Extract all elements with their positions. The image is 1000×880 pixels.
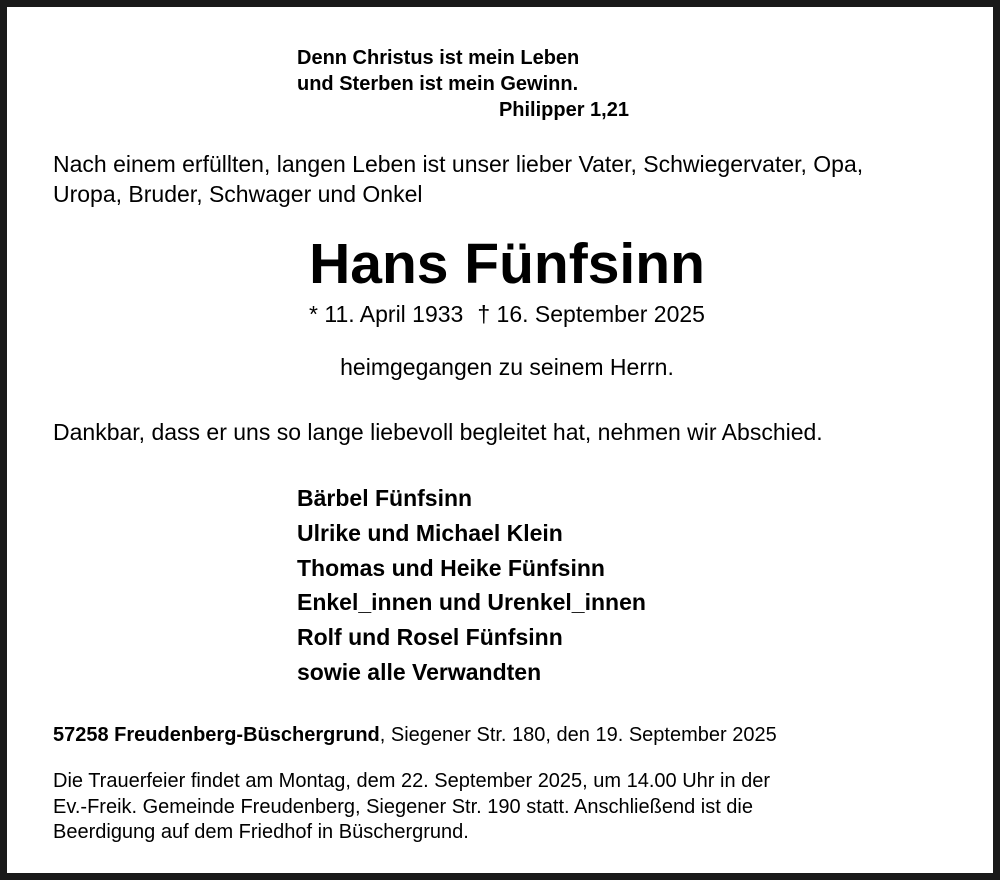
service-line-1: Die Trauerfeier findet am Montag, dem 22. September 2025, um 14.00 Uhr in der xyxy=(53,770,771,792)
homegoing-text: heimgegangen zu seinem Herrn. xyxy=(340,354,674,380)
address-line xyxy=(53,721,777,749)
bible-verse xyxy=(297,45,629,123)
service-info xyxy=(53,769,770,846)
mourner-item: sowie alle Verwandten xyxy=(297,658,542,685)
farewell-text: Dankbar, dass er uns so lange liebevoll begleitet hat, nehmen wir Abschied. xyxy=(53,419,823,445)
mourner-item: Enkel_innen und Urenkel_innen xyxy=(297,589,646,616)
service-line-2: Ev.-Freik. Gemeinde Freudenberg, Siegener Str. 190 statt. Anschließend ist die xyxy=(53,795,753,818)
mourner-item: Thomas und Heike Fünfsinn xyxy=(297,554,605,581)
mourner-item: Ulrike und Michael Klein xyxy=(297,519,563,546)
intro-line-2: Uropa, Bruder, Schwager und Onkel xyxy=(53,181,423,207)
birth-date: * 11. April 1933 xyxy=(309,301,464,327)
death-date: † 16. September 2025 xyxy=(477,301,705,327)
verse-line-1: Denn Christus ist mein Leben xyxy=(297,47,580,69)
mourner-item: Rolf und Rosel Fünfsinn xyxy=(297,624,563,651)
intro-line-1: Nach einem erfüllten, langen Leben ist unser lieber Vater, Schwiegervater, Opa, xyxy=(53,151,864,177)
service-line-3: Beerdigung auf dem Friedhof in Büschergrund. xyxy=(53,821,469,843)
intro-text xyxy=(53,149,863,209)
address-details: , Siegener Str. 180, den 19. September 2025 xyxy=(379,724,777,746)
verse-reference: Philipper 1,21 xyxy=(498,99,629,121)
mourners-list xyxy=(297,481,646,690)
verse-line-2: und Sterben ist mein Gewinn. xyxy=(297,73,579,95)
life-dates xyxy=(7,299,1000,329)
address-place: 57258 Freudenberg-Büschergrund xyxy=(53,724,380,746)
mourner-item: Bärbel Fünfsinn xyxy=(297,485,473,511)
deceased-name: Hans Fünfsinn xyxy=(309,232,705,296)
